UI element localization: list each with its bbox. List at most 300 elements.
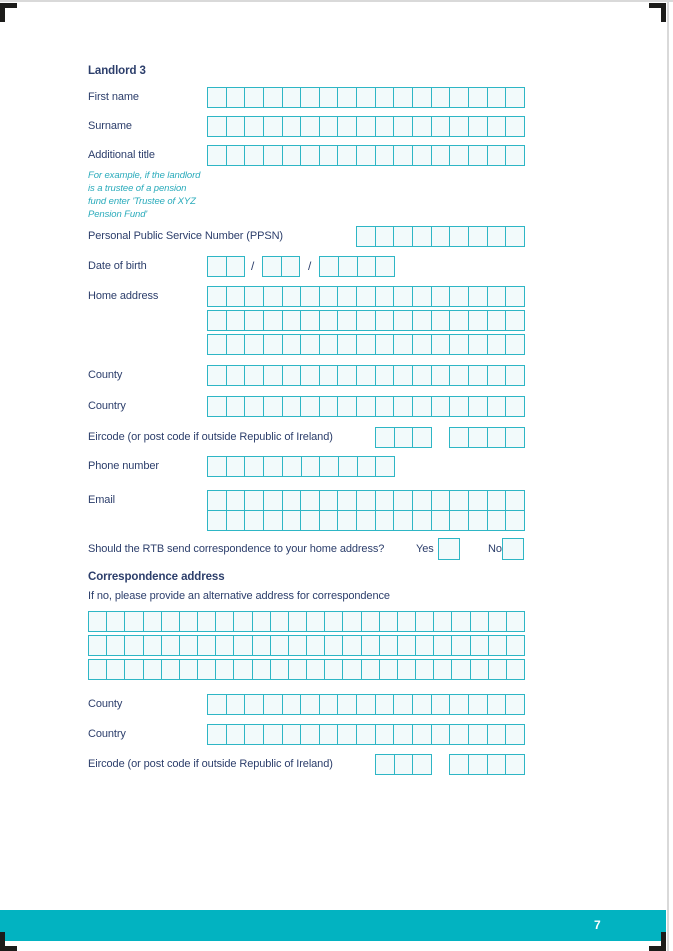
char-box[interactable] bbox=[263, 694, 283, 715]
char-box[interactable] bbox=[319, 256, 339, 277]
char-box[interactable] bbox=[215, 611, 234, 632]
char-box[interactable] bbox=[470, 611, 489, 632]
char-box[interactable] bbox=[306, 635, 325, 656]
correspondence-address-line1-input[interactable] bbox=[88, 611, 525, 632]
char-box[interactable] bbox=[226, 456, 246, 477]
char-box[interactable] bbox=[449, 490, 469, 511]
char-box[interactable] bbox=[356, 490, 376, 511]
char-box[interactable] bbox=[488, 635, 507, 656]
email-line1-input[interactable] bbox=[207, 490, 525, 511]
char-box[interactable] bbox=[431, 226, 451, 247]
char-box[interactable] bbox=[468, 365, 488, 386]
char-box[interactable] bbox=[412, 694, 432, 715]
char-box[interactable] bbox=[319, 145, 339, 166]
char-box[interactable] bbox=[161, 611, 180, 632]
char-box[interactable] bbox=[356, 510, 376, 531]
char-box[interactable] bbox=[356, 310, 376, 331]
char-box[interactable] bbox=[393, 694, 413, 715]
char-box[interactable] bbox=[337, 490, 357, 511]
char-box[interactable] bbox=[505, 510, 525, 531]
char-box[interactable] bbox=[375, 396, 395, 417]
char-box[interactable] bbox=[263, 490, 283, 511]
correspondence-eircode-part1-input[interactable] bbox=[375, 754, 432, 775]
char-box[interactable] bbox=[337, 510, 357, 531]
char-box[interactable] bbox=[226, 286, 246, 307]
char-box[interactable] bbox=[505, 396, 525, 417]
char-box[interactable] bbox=[263, 396, 283, 417]
char-box[interactable] bbox=[207, 310, 227, 331]
char-box[interactable] bbox=[393, 310, 413, 331]
no-checkbox[interactable] bbox=[502, 538, 524, 560]
char-box[interactable] bbox=[179, 659, 198, 680]
char-box[interactable] bbox=[207, 724, 227, 745]
char-box[interactable] bbox=[226, 396, 246, 417]
char-box[interactable] bbox=[361, 611, 380, 632]
char-box[interactable] bbox=[449, 334, 469, 355]
char-box[interactable] bbox=[375, 226, 395, 247]
char-box[interactable] bbox=[412, 226, 432, 247]
char-box[interactable] bbox=[470, 659, 489, 680]
char-box[interactable] bbox=[244, 396, 264, 417]
char-box[interactable] bbox=[505, 334, 525, 355]
char-box[interactable] bbox=[379, 635, 398, 656]
char-box[interactable] bbox=[263, 510, 283, 531]
char-box[interactable] bbox=[106, 635, 125, 656]
char-box[interactable] bbox=[337, 116, 357, 137]
char-box[interactable] bbox=[412, 754, 432, 775]
char-box[interactable] bbox=[207, 286, 227, 307]
char-box[interactable] bbox=[207, 510, 227, 531]
char-box[interactable] bbox=[319, 456, 339, 477]
char-box[interactable] bbox=[244, 365, 264, 386]
char-box[interactable] bbox=[449, 87, 469, 108]
char-box[interactable] bbox=[207, 87, 227, 108]
char-box[interactable] bbox=[161, 635, 180, 656]
char-box[interactable] bbox=[393, 334, 413, 355]
char-box[interactable] bbox=[337, 286, 357, 307]
home-address-line1-input[interactable] bbox=[207, 286, 525, 307]
char-box[interactable] bbox=[468, 427, 488, 448]
char-box[interactable] bbox=[300, 510, 320, 531]
char-box[interactable] bbox=[375, 116, 395, 137]
char-box[interactable] bbox=[431, 490, 451, 511]
char-box[interactable] bbox=[468, 490, 488, 511]
char-box[interactable] bbox=[397, 635, 416, 656]
char-box[interactable] bbox=[506, 611, 525, 632]
char-box[interactable] bbox=[449, 286, 469, 307]
correspondence-county-input[interactable] bbox=[207, 694, 525, 715]
char-box[interactable] bbox=[433, 635, 452, 656]
char-box[interactable] bbox=[468, 310, 488, 331]
char-box[interactable] bbox=[262, 256, 282, 277]
char-box[interactable] bbox=[468, 87, 488, 108]
char-box[interactable] bbox=[143, 611, 162, 632]
char-box[interactable] bbox=[433, 611, 452, 632]
char-box[interactable] bbox=[319, 724, 339, 745]
char-box[interactable] bbox=[226, 87, 246, 108]
char-box[interactable] bbox=[226, 510, 246, 531]
char-box[interactable] bbox=[197, 611, 216, 632]
char-box[interactable] bbox=[342, 659, 361, 680]
char-box[interactable] bbox=[379, 611, 398, 632]
char-box[interactable] bbox=[319, 116, 339, 137]
char-box[interactable] bbox=[487, 396, 507, 417]
surname-input[interactable] bbox=[207, 116, 525, 137]
char-box[interactable] bbox=[393, 226, 413, 247]
char-box[interactable] bbox=[468, 724, 488, 745]
char-box[interactable] bbox=[506, 659, 525, 680]
char-box[interactable] bbox=[337, 310, 357, 331]
char-box[interactable] bbox=[505, 87, 525, 108]
char-box[interactable] bbox=[244, 145, 264, 166]
char-box[interactable] bbox=[282, 510, 302, 531]
char-box[interactable] bbox=[337, 145, 357, 166]
char-box[interactable] bbox=[282, 490, 302, 511]
char-box[interactable] bbox=[505, 365, 525, 386]
char-box[interactable] bbox=[393, 87, 413, 108]
char-box[interactable] bbox=[356, 365, 376, 386]
char-box[interactable] bbox=[393, 286, 413, 307]
char-box[interactable] bbox=[88, 659, 107, 680]
char-box[interactable] bbox=[324, 659, 343, 680]
char-box[interactable] bbox=[451, 635, 470, 656]
char-box[interactable] bbox=[319, 286, 339, 307]
county-input[interactable] bbox=[207, 365, 525, 386]
char-box[interactable] bbox=[282, 334, 302, 355]
dob-year-input[interactable] bbox=[319, 256, 395, 277]
char-box[interactable] bbox=[252, 611, 271, 632]
char-box[interactable] bbox=[412, 87, 432, 108]
dob-month-input[interactable] bbox=[262, 256, 300, 277]
char-box[interactable] bbox=[338, 256, 358, 277]
char-box[interactable] bbox=[356, 396, 376, 417]
char-box[interactable] bbox=[393, 490, 413, 511]
country-input[interactable] bbox=[207, 396, 525, 417]
char-box[interactable] bbox=[288, 659, 307, 680]
correspondence-eircode-part2-input[interactable] bbox=[449, 754, 525, 775]
char-box[interactable] bbox=[282, 145, 302, 166]
char-box[interactable] bbox=[226, 116, 246, 137]
char-box[interactable] bbox=[412, 310, 432, 331]
char-box[interactable] bbox=[179, 611, 198, 632]
char-box[interactable] bbox=[282, 694, 302, 715]
char-box[interactable] bbox=[342, 611, 361, 632]
char-box[interactable] bbox=[300, 694, 320, 715]
char-box[interactable] bbox=[263, 286, 283, 307]
char-box[interactable] bbox=[356, 145, 376, 166]
char-box[interactable] bbox=[449, 365, 469, 386]
char-box[interactable] bbox=[487, 116, 507, 137]
char-box[interactable] bbox=[319, 396, 339, 417]
char-box[interactable] bbox=[338, 456, 358, 477]
char-box[interactable] bbox=[431, 694, 451, 715]
char-box[interactable] bbox=[487, 365, 507, 386]
char-box[interactable] bbox=[451, 659, 470, 680]
char-box[interactable] bbox=[487, 286, 507, 307]
char-box[interactable] bbox=[412, 334, 432, 355]
char-box[interactable] bbox=[106, 659, 125, 680]
char-box[interactable] bbox=[487, 427, 507, 448]
char-box[interactable] bbox=[449, 226, 469, 247]
char-box[interactable] bbox=[300, 87, 320, 108]
char-box[interactable] bbox=[356, 334, 376, 355]
correspondence-country-input[interactable] bbox=[207, 724, 525, 745]
char-box[interactable] bbox=[215, 659, 234, 680]
char-box[interactable] bbox=[244, 724, 264, 745]
char-box[interactable] bbox=[487, 226, 507, 247]
char-box[interactable] bbox=[449, 427, 469, 448]
char-box[interactable] bbox=[375, 145, 395, 166]
char-box[interactable] bbox=[356, 226, 376, 247]
char-box[interactable] bbox=[300, 365, 320, 386]
char-box[interactable] bbox=[226, 145, 246, 166]
char-box[interactable] bbox=[319, 510, 339, 531]
char-box[interactable] bbox=[300, 286, 320, 307]
char-box[interactable] bbox=[412, 286, 432, 307]
char-box[interactable] bbox=[412, 396, 432, 417]
char-box[interactable] bbox=[319, 310, 339, 331]
char-box[interactable] bbox=[356, 87, 376, 108]
char-box[interactable] bbox=[342, 635, 361, 656]
char-box[interactable] bbox=[468, 396, 488, 417]
char-box[interactable] bbox=[233, 611, 252, 632]
char-box[interactable] bbox=[375, 754, 395, 775]
char-box[interactable] bbox=[270, 611, 289, 632]
char-box[interactable] bbox=[487, 724, 507, 745]
char-box[interactable] bbox=[300, 145, 320, 166]
char-box[interactable] bbox=[207, 456, 227, 477]
char-box[interactable] bbox=[324, 635, 343, 656]
char-box[interactable] bbox=[505, 310, 525, 331]
char-box[interactable] bbox=[431, 286, 451, 307]
char-box[interactable] bbox=[505, 145, 525, 166]
char-box[interactable] bbox=[244, 310, 264, 331]
char-box[interactable] bbox=[252, 659, 271, 680]
char-box[interactable] bbox=[505, 754, 525, 775]
char-box[interactable] bbox=[337, 724, 357, 745]
char-box[interactable] bbox=[319, 490, 339, 511]
char-box[interactable] bbox=[393, 396, 413, 417]
char-box[interactable] bbox=[226, 256, 246, 277]
char-box[interactable] bbox=[143, 635, 162, 656]
char-box[interactable] bbox=[300, 724, 320, 745]
char-box[interactable] bbox=[375, 724, 395, 745]
char-box[interactable] bbox=[487, 490, 507, 511]
char-box[interactable] bbox=[375, 456, 395, 477]
char-box[interactable] bbox=[505, 694, 525, 715]
ppsn-input[interactable] bbox=[356, 226, 525, 247]
char-box[interactable] bbox=[468, 334, 488, 355]
char-box[interactable] bbox=[449, 724, 469, 745]
char-box[interactable] bbox=[263, 456, 283, 477]
char-box[interactable] bbox=[207, 365, 227, 386]
phone-input[interactable] bbox=[207, 456, 395, 477]
char-box[interactable] bbox=[505, 490, 525, 511]
char-box[interactable] bbox=[207, 145, 227, 166]
char-box[interactable] bbox=[282, 286, 302, 307]
char-box[interactable] bbox=[356, 286, 376, 307]
char-box[interactable] bbox=[282, 396, 302, 417]
char-box[interactable] bbox=[431, 724, 451, 745]
char-box[interactable] bbox=[244, 694, 264, 715]
char-box[interactable] bbox=[449, 310, 469, 331]
char-box[interactable] bbox=[263, 116, 283, 137]
char-box[interactable] bbox=[431, 116, 451, 137]
eircode-part2-input[interactable] bbox=[449, 427, 525, 448]
char-box[interactable] bbox=[468, 226, 488, 247]
char-box[interactable] bbox=[197, 659, 216, 680]
char-box[interactable] bbox=[487, 334, 507, 355]
char-box[interactable] bbox=[282, 724, 302, 745]
char-box[interactable] bbox=[207, 116, 227, 137]
char-box[interactable] bbox=[226, 310, 246, 331]
char-box[interactable] bbox=[487, 510, 507, 531]
char-box[interactable] bbox=[356, 724, 376, 745]
home-address-line2-input[interactable] bbox=[207, 310, 525, 331]
char-box[interactable] bbox=[431, 87, 451, 108]
char-box[interactable] bbox=[379, 659, 398, 680]
char-box[interactable] bbox=[505, 427, 525, 448]
char-box[interactable] bbox=[244, 286, 264, 307]
char-box[interactable] bbox=[487, 87, 507, 108]
char-box[interactable] bbox=[124, 611, 143, 632]
char-box[interactable] bbox=[301, 456, 321, 477]
char-box[interactable] bbox=[449, 510, 469, 531]
char-box[interactable] bbox=[319, 694, 339, 715]
char-box[interactable] bbox=[270, 635, 289, 656]
char-box[interactable] bbox=[375, 310, 395, 331]
char-box[interactable] bbox=[412, 145, 432, 166]
char-box[interactable] bbox=[412, 510, 432, 531]
char-box[interactable] bbox=[124, 635, 143, 656]
char-box[interactable] bbox=[394, 427, 414, 448]
char-box[interactable] bbox=[207, 256, 227, 277]
char-box[interactable] bbox=[375, 427, 395, 448]
char-box[interactable] bbox=[487, 694, 507, 715]
char-box[interactable] bbox=[282, 116, 302, 137]
char-box[interactable] bbox=[487, 754, 507, 775]
char-box[interactable] bbox=[226, 724, 246, 745]
char-box[interactable] bbox=[306, 611, 325, 632]
char-box[interactable] bbox=[281, 256, 301, 277]
char-box[interactable] bbox=[88, 611, 107, 632]
char-box[interactable] bbox=[226, 334, 246, 355]
char-box[interactable] bbox=[375, 510, 395, 531]
char-box[interactable] bbox=[375, 694, 395, 715]
char-box[interactable] bbox=[319, 365, 339, 386]
char-box[interactable] bbox=[468, 145, 488, 166]
char-box[interactable] bbox=[252, 635, 271, 656]
char-box[interactable] bbox=[468, 286, 488, 307]
char-box[interactable] bbox=[244, 334, 264, 355]
char-box[interactable] bbox=[270, 659, 289, 680]
char-box[interactable] bbox=[233, 659, 252, 680]
char-box[interactable] bbox=[300, 396, 320, 417]
char-box[interactable] bbox=[397, 659, 416, 680]
char-box[interactable] bbox=[451, 611, 470, 632]
char-box[interactable] bbox=[449, 145, 469, 166]
char-box[interactable] bbox=[415, 659, 434, 680]
char-box[interactable] bbox=[337, 365, 357, 386]
char-box[interactable] bbox=[300, 116, 320, 137]
char-box[interactable] bbox=[449, 754, 469, 775]
char-box[interactable] bbox=[207, 334, 227, 355]
home-address-line3-input[interactable] bbox=[207, 334, 525, 355]
char-box[interactable] bbox=[215, 635, 234, 656]
char-box[interactable] bbox=[300, 334, 320, 355]
char-box[interactable] bbox=[375, 365, 395, 386]
char-box[interactable] bbox=[288, 635, 307, 656]
char-box[interactable] bbox=[393, 145, 413, 166]
char-box[interactable] bbox=[233, 635, 252, 656]
char-box[interactable] bbox=[337, 334, 357, 355]
char-box[interactable] bbox=[505, 116, 525, 137]
char-box[interactable] bbox=[412, 365, 432, 386]
char-box[interactable] bbox=[244, 87, 264, 108]
char-box[interactable] bbox=[412, 490, 432, 511]
char-box[interactable] bbox=[505, 286, 525, 307]
char-box[interactable] bbox=[244, 510, 264, 531]
char-box[interactable] bbox=[282, 310, 302, 331]
additional-title-input[interactable] bbox=[207, 145, 525, 166]
char-box[interactable] bbox=[263, 310, 283, 331]
char-box[interactable] bbox=[412, 116, 432, 137]
char-box[interactable] bbox=[431, 145, 451, 166]
char-box[interactable] bbox=[449, 116, 469, 137]
char-box[interactable] bbox=[449, 396, 469, 417]
dob-day-input[interactable] bbox=[207, 256, 245, 277]
char-box[interactable] bbox=[197, 635, 216, 656]
eircode-part1-input[interactable] bbox=[375, 427, 432, 448]
char-box[interactable] bbox=[356, 694, 376, 715]
char-box[interactable] bbox=[375, 334, 395, 355]
char-box[interactable] bbox=[161, 659, 180, 680]
char-box[interactable] bbox=[282, 365, 302, 386]
correspondence-address-line3-input[interactable] bbox=[88, 659, 525, 680]
char-box[interactable] bbox=[393, 116, 413, 137]
email-line2-input[interactable] bbox=[207, 510, 525, 531]
char-box[interactable] bbox=[207, 396, 227, 417]
char-box[interactable] bbox=[300, 490, 320, 511]
char-box[interactable] bbox=[306, 659, 325, 680]
char-box[interactable] bbox=[505, 226, 525, 247]
char-box[interactable] bbox=[319, 334, 339, 355]
char-box[interactable] bbox=[263, 724, 283, 745]
char-box[interactable] bbox=[431, 510, 451, 531]
char-box[interactable] bbox=[431, 334, 451, 355]
char-box[interactable] bbox=[449, 694, 469, 715]
char-box[interactable] bbox=[393, 510, 413, 531]
char-box[interactable] bbox=[226, 694, 246, 715]
char-box[interactable] bbox=[337, 396, 357, 417]
char-box[interactable] bbox=[431, 396, 451, 417]
char-box[interactable] bbox=[356, 116, 376, 137]
char-box[interactable] bbox=[412, 427, 432, 448]
char-box[interactable] bbox=[375, 87, 395, 108]
char-box[interactable] bbox=[470, 635, 489, 656]
char-box[interactable] bbox=[263, 87, 283, 108]
char-box[interactable] bbox=[394, 754, 414, 775]
char-box[interactable] bbox=[468, 694, 488, 715]
char-box[interactable] bbox=[433, 659, 452, 680]
char-box[interactable] bbox=[487, 145, 507, 166]
char-box[interactable] bbox=[393, 365, 413, 386]
char-box[interactable] bbox=[124, 659, 143, 680]
char-box[interactable] bbox=[263, 334, 283, 355]
char-box[interactable] bbox=[505, 724, 525, 745]
yes-checkbox[interactable] bbox=[438, 538, 460, 560]
char-box[interactable] bbox=[337, 694, 357, 715]
